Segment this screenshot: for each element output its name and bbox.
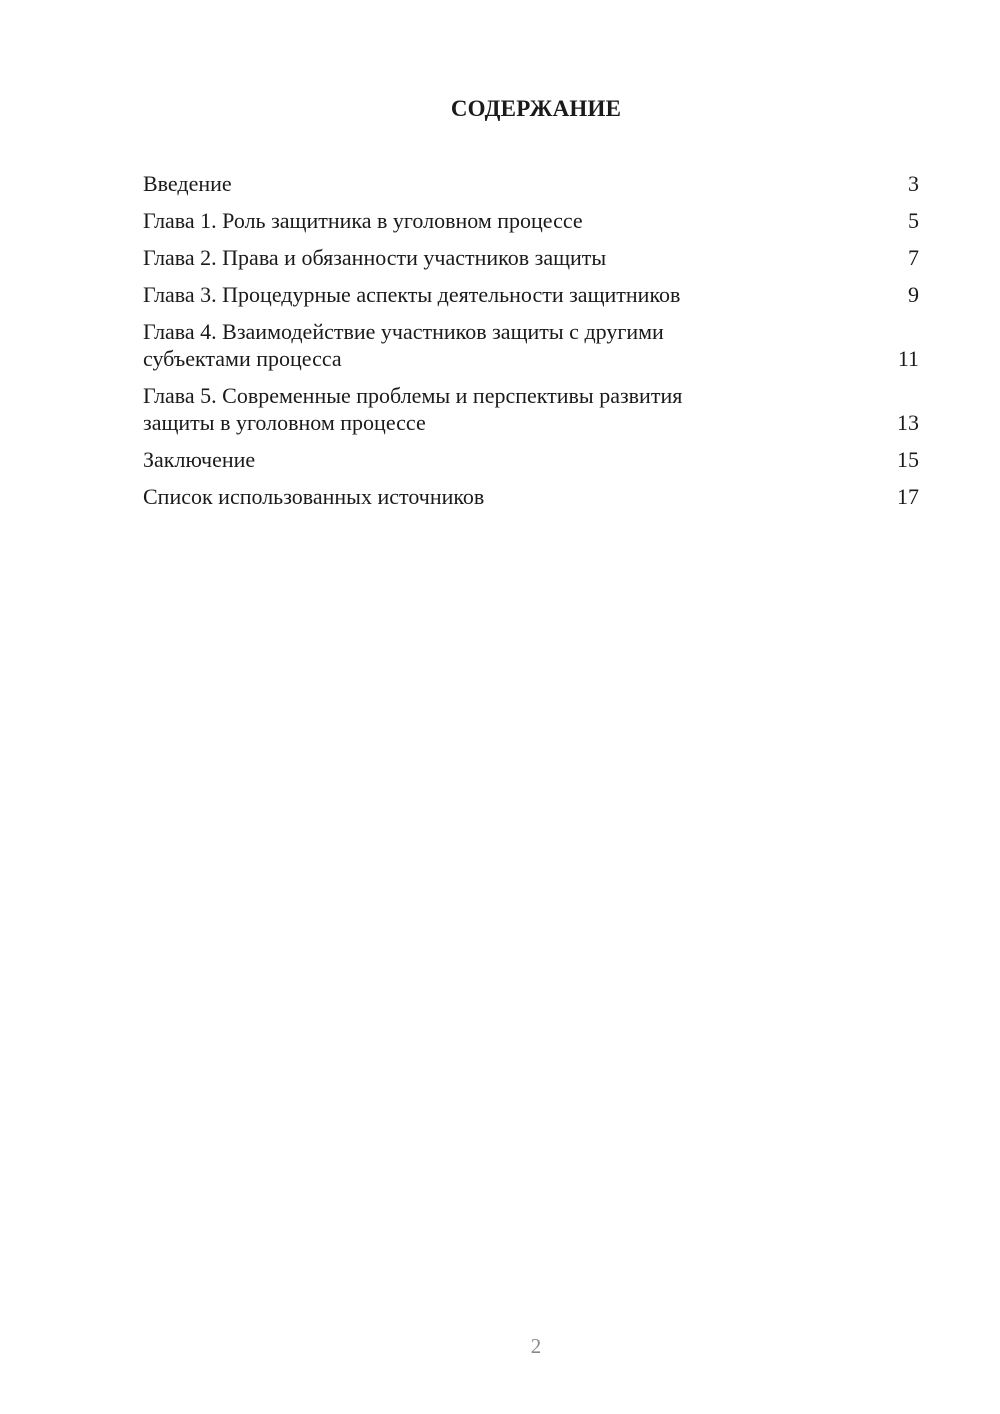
toc-entry-chapter-1[interactable]	[143, 207, 919, 234]
page-number: 2	[530, 1334, 542, 1358]
toc-entry-label: Глава 2. Права и обязанности участников защиты	[143, 245, 607, 270]
toc-entry-references[interactable]	[143, 483, 919, 510]
toc-entry-chapter-5[interactable]	[143, 382, 919, 436]
toc-entry-page: 13	[897, 410, 919, 435]
toc-entry-page: 9	[908, 282, 919, 307]
toc-entry-introduction[interactable]	[143, 170, 919, 197]
table-of-contents	[143, 170, 919, 520]
toc-entry-chapter-3[interactable]	[143, 281, 919, 308]
toc-entry-label: Глава 3. Процедурные аспекты деятельности защитников	[143, 282, 681, 307]
toc-entry-label: Глава 1. Роль защитника в уголовном процессе	[143, 208, 583, 233]
toc-entry-page: 5	[908, 208, 919, 233]
toc-entry-label: Глава 5. Современные проблемы и перспективы развития защиты в уголовном процессе	[143, 383, 683, 435]
toc-entry-page: 7	[908, 245, 919, 270]
toc-entry-page: 11	[897, 346, 919, 371]
toc-entry-label: Введение	[143, 171, 232, 196]
toc-entry-label: Заключение	[143, 447, 256, 472]
toc-entry-label: Список использованных источников	[143, 484, 485, 509]
toc-entry-conclusion[interactable]	[143, 446, 919, 473]
toc-entry-chapter-2[interactable]	[143, 244, 919, 271]
toc-entry-chapter-4[interactable]	[143, 318, 919, 372]
toc-entry-page: 17	[897, 484, 919, 509]
toc-entry-page: 3	[908, 171, 919, 196]
page-title: СОДЕРЖАНИЕ	[450, 96, 622, 121]
toc-entry-page: 15	[897, 447, 919, 472]
toc-entry-label: Глава 4. Взаимодействие участников защиты с другими субъектами процесса	[143, 319, 664, 371]
